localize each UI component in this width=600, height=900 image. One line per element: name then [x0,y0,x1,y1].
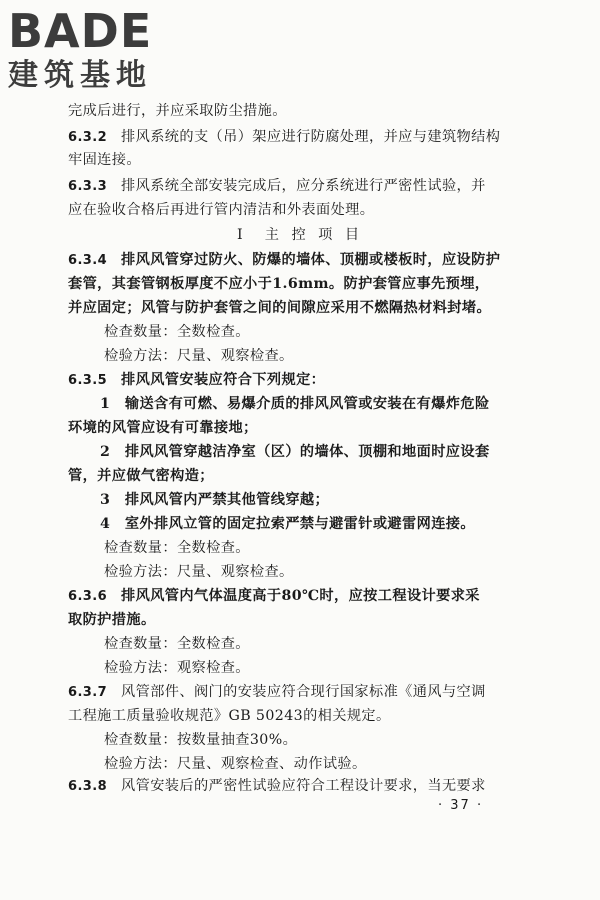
clause-number: 6.3.7 [68,685,108,700]
text-line: 环境的风管应设有可靠接地； [68,420,258,436]
section-heading: I 主 控 项 目 [236,227,364,243]
clause-6-3-2: 6.3.2 排风系统的支（吊）架应进行防腐处理，并应与建筑物结构 [68,129,501,145]
text-line: 工程施工质量验收规范》GB 50243的相关规定。 [68,708,391,724]
clause-number: 6.3.6 [68,589,108,604]
clause-number: 6.3.2 [68,130,108,145]
logo-subtitle: 建筑基地 [8,58,152,93]
page-number: · 37 · [438,798,484,813]
text-line: 取防护措施。 [68,612,156,628]
clause-6-3-7: 6.3.7 风管部件、阀门的安装应符合现行国家标准《通风与空调 [68,684,486,700]
text-line: 完成后进行，并应采取防尘措施。 [68,103,287,119]
check-method: 检验方法：观察检查。 [104,660,250,676]
clause-number: 6.3.8 [68,779,108,794]
list-item: 2 排风风管穿越洁净室（区）的墙体、顶棚和地面时应设套 [100,444,490,460]
bade-logo [8,6,178,98]
list-item: 3 排风风管内严禁其他管线穿越； [100,492,330,508]
text-line: 管，并应做气密构造； [68,468,214,484]
clause-6-3-3: 6.3.3 排风系统全部安装完成后，应分系统进行严密性试验，并 [68,178,486,194]
check-quantity: 检查数量：按数量抽查30%。 [104,732,298,748]
clause-number: 6.3.3 [68,179,108,194]
text-line: 应在验收合格后再进行管内清洁和外表面处理。 [68,202,375,218]
check-quantity: 检查数量：全数检查。 [104,636,250,652]
check-quantity: 检查数量：全数检查。 [104,324,250,340]
check-quantity: 检查数量：全数检查。 [104,540,250,556]
clause-number: 6.3.5 [68,373,108,388]
logo-mark: BADE [8,4,153,58]
clause-6-3-6: 6.3.6 排风风管内气体温度高于80℃时，应按工程设计要求采 [68,588,480,604]
text-line: 牢固连接。 [68,152,141,168]
check-method: 检验方法：尺量、观察检查、动作试验。 [104,756,367,772]
text-line: 并应固定；风管与防护套管之间的间隙应采用不燃隔热材料封堵。 [68,300,492,316]
list-item: 4 室外排风立管的固定拉索严禁与避雷针或避雷网连接。 [100,516,475,532]
clause-6-3-5: 6.3.5 排风风管安装应符合下列规定： [68,372,326,388]
list-item: 1 输送含有可燃、易爆介质的排风风管或安装在有爆炸危险 [100,396,490,412]
check-method: 检验方法：尺量、观察检查。 [104,564,294,580]
clause-number: 6.3.4 [68,253,108,268]
text-line: 套管，其套管钢板厚度不应小于1.6mm。防护套管应事先预埋， [68,276,490,292]
check-method: 检验方法：尺量、观察检查。 [104,348,294,364]
clause-6-3-4: 6.3.4 排风风管穿过防火、防爆的墙体、顶棚或楼板时，应设防护 [68,252,501,268]
clause-6-3-8: 6.3.8 风管安装后的严密性试验应符合工程设计要求，当无要求 [68,778,486,794]
